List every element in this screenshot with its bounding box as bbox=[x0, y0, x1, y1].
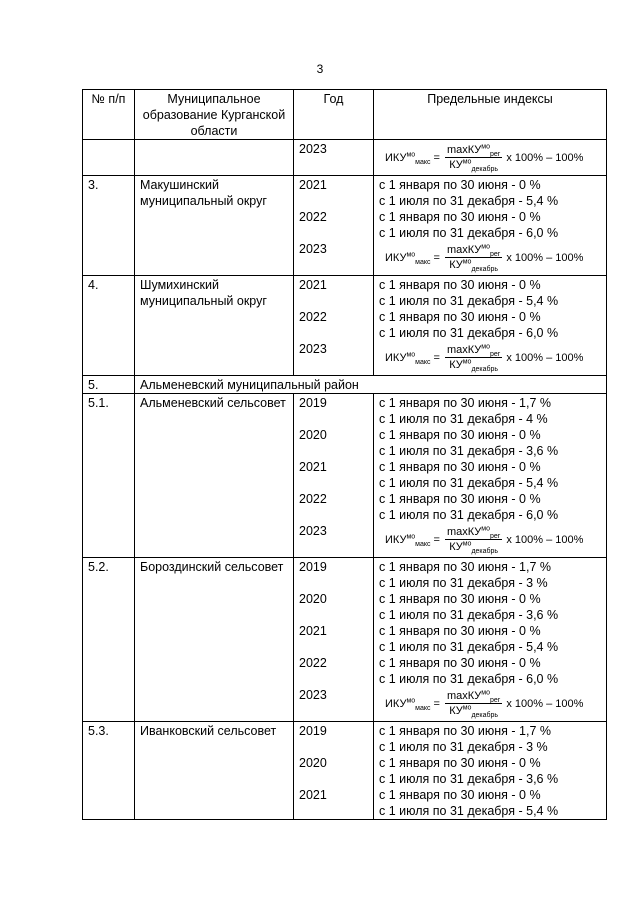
index-line: с 1 января по 30 июня - 0 % bbox=[379, 210, 541, 224]
index-line: с 1 июля по 31 декабря - 3,6 % bbox=[379, 608, 559, 622]
header-indexes: Предельные индексы bbox=[427, 92, 553, 106]
formula-fraction: $\frac{\max КУ^{мо}_{рег}}{КУ^{мо}_{декабрь}}$ bbox=[446, 525, 501, 556]
table-header bbox=[83, 90, 606, 139]
index-line: с 1 июля по 31 декабря - 3,6 % bbox=[379, 444, 559, 458]
year-cell: 2021 bbox=[299, 788, 327, 802]
year-cell: 2021 bbox=[299, 178, 327, 192]
header-year: Год bbox=[294, 90, 374, 139]
page-number: 3 bbox=[316, 62, 324, 76]
header-municipality: Муниципальное образование Курганской области bbox=[135, 90, 294, 139]
index-line: с 1 января по 30 июня - 0 % bbox=[379, 624, 541, 638]
table-row bbox=[83, 139, 606, 175]
index-line: с 1 января по 30 июня - 1,7 % bbox=[379, 724, 551, 738]
municipality-name: Бороздинский сельсовет bbox=[135, 558, 294, 721]
index-formula: $ИКУ^{мо}_{макс}$ = $\frac{\max КУ^{мо}_{рег}}{КУ^{мо}_{декабрь}}$ x 100% – 100% bbox=[385, 689, 584, 720]
municipality-name: Альменевский сельсовет bbox=[135, 394, 294, 557]
table-row bbox=[83, 557, 606, 721]
index-line: с 1 января по 30 июня - 1,7 % bbox=[379, 396, 551, 410]
index-line: с 1 июля по 31 декабря - 5,4 % bbox=[379, 194, 559, 208]
index-line: с 1 января по 30 июня - 0 % bbox=[379, 656, 541, 670]
year-cell: 2023 bbox=[299, 688, 327, 702]
formula-lhs: $ИКУ^{мо}_{макс}$ bbox=[385, 251, 431, 267]
table-row bbox=[83, 393, 606, 557]
index-line: с 1 июля по 31 декабря - 5,4 % bbox=[379, 476, 559, 490]
index-line: с 1 января по 30 июня - 0 % bbox=[379, 592, 541, 606]
row-number: 5. bbox=[83, 376, 135, 393]
formula-fraction: $\frac{\max КУ^{мо}_{рег}}{КУ^{мо}_{декабрь}}$ bbox=[446, 143, 501, 174]
index-line: с 1 января по 30 июня - 0 % bbox=[379, 428, 541, 442]
index-line: с 1 января по 30 июня - 0 % bbox=[379, 278, 541, 292]
year-cell: 2022 bbox=[299, 492, 327, 506]
year-cell: 2022 bbox=[299, 656, 327, 670]
index-line: с 1 января по 30 июня - 0 % bbox=[379, 788, 541, 802]
index-line: с 1 июля по 31 декабря - 3,6 % bbox=[379, 772, 559, 786]
year-cell: 2021 bbox=[299, 278, 327, 292]
municipality-name: Шумихинский муниципальный округ bbox=[135, 276, 294, 375]
municipality-name: Макушинский муниципальный округ bbox=[135, 176, 294, 275]
formula-lhs: $ИКУ^{мо}_{макс}$ bbox=[385, 697, 431, 713]
formula-fraction: $\frac{\max КУ^{мо}_{рег}}{КУ^{мо}_{декабрь}}$ bbox=[446, 243, 501, 274]
year-cell: 2021 bbox=[299, 460, 327, 474]
index-line: с 1 июля по 31 декабря - 5,4 % bbox=[379, 640, 559, 654]
table-row bbox=[83, 375, 606, 393]
index-line: с 1 июля по 31 декабря - 6,0 % bbox=[379, 672, 559, 686]
index-formula: $ИКУ^{мо}_{макс}$ = $\frac{\max КУ^{мо}_{рег}}{КУ^{мо}_{декабрь}}$ x 100% – 100% bbox=[385, 525, 584, 556]
year-cell: 2020 bbox=[299, 592, 327, 606]
index-line: с 1 января по 30 июня - 0 % bbox=[379, 756, 541, 770]
index-formula: $ИКУ^{мо}_{макс}$ = $\frac{\max КУ^{мо}_{рег}}{КУ^{мо}_{декабрь}}$ x 100% – 100% bbox=[385, 343, 584, 374]
tariff-index-table bbox=[82, 89, 607, 820]
row-number: 4. bbox=[83, 276, 135, 375]
index-line: с 1 января по 30 июня - 0 % bbox=[379, 492, 541, 506]
year-cell: 2019 bbox=[299, 560, 327, 574]
year-cell: 2023 bbox=[299, 342, 327, 356]
index-line: с 1 июля по 31 декабря - 6,0 % bbox=[379, 326, 559, 340]
index-formula: $ИКУ^{мо}_{макс}$ = $\frac{\max КУ^{мо}_{рег}}{КУ^{мо}_{декабрь}}$ x 100% – 100% bbox=[385, 143, 584, 174]
year-cell: 2022 bbox=[299, 210, 327, 224]
index-line: с 1 января по 30 июня - 0 % bbox=[379, 460, 541, 474]
header-no: № п/п bbox=[83, 90, 135, 139]
row-number: 5.3. bbox=[83, 722, 135, 819]
row-number: 3. bbox=[83, 176, 135, 275]
index-line: с 1 января по 30 июня - 1,7 % bbox=[379, 560, 551, 574]
year-cell: 2019 bbox=[299, 724, 327, 738]
year-cell: 2019 bbox=[299, 396, 327, 410]
index-line: с 1 июля по 31 декабря - 5,4 % bbox=[379, 804, 559, 818]
municipality-name: Иванковский сельсовет bbox=[135, 722, 294, 819]
formula-lhs: $ИКУ^{мо}_{макс}$ bbox=[385, 351, 431, 367]
formula-fraction: $\frac{\max КУ^{мо}_{рег}}{КУ^{мо}_{декабрь}}$ bbox=[446, 343, 501, 374]
index-line: с 1 января по 30 июня - 0 % bbox=[379, 178, 541, 192]
formula-lhs: $ИКУ^{мо}_{макс}$ bbox=[385, 533, 431, 549]
year-cell: 2020 bbox=[299, 756, 327, 770]
index-line: с 1 июля по 31 декабря - 6,0 % bbox=[379, 226, 559, 240]
row-number: 5.1. bbox=[83, 394, 135, 557]
year-cell: 2021 bbox=[299, 624, 327, 638]
table-row bbox=[83, 721, 606, 819]
index-line: с 1 июля по 31 декабря - 3 % bbox=[379, 740, 548, 754]
year-cell: 2022 bbox=[299, 310, 327, 324]
year-cell: 2020 bbox=[299, 428, 327, 442]
index-line: с 1 июля по 31 декабря - 5,4 % bbox=[379, 294, 559, 308]
index-line: с 1 июля по 31 декабря - 3 % bbox=[379, 576, 548, 590]
year-cell: 2023 bbox=[299, 242, 327, 256]
table-row bbox=[83, 175, 606, 275]
year-cell: 2023 bbox=[299, 524, 327, 538]
formula-fraction: $\frac{\max КУ^{мо}_{рег}}{КУ^{мо}_{декабрь}}$ bbox=[446, 689, 501, 720]
index-line: с 1 июля по 31 декабря - 4 % bbox=[379, 412, 548, 426]
table-row bbox=[83, 275, 606, 375]
year-cell: 2023 bbox=[299, 142, 327, 156]
index-line: с 1 июля по 31 декабря - 6,0 % bbox=[379, 508, 559, 522]
row-number: 5.2. bbox=[83, 558, 135, 721]
index-line: с 1 января по 30 июня - 0 % bbox=[379, 310, 541, 324]
formula-lhs: $ИКУ^{мо}_{макс}$ bbox=[385, 151, 431, 167]
district-name: Альменевский муниципальный район bbox=[140, 378, 359, 392]
index-formula: $ИКУ^{мо}_{макс}$ = $\frac{\max КУ^{мо}_{рег}}{КУ^{мо}_{декабрь}}$ x 100% – 100% bbox=[385, 243, 584, 274]
